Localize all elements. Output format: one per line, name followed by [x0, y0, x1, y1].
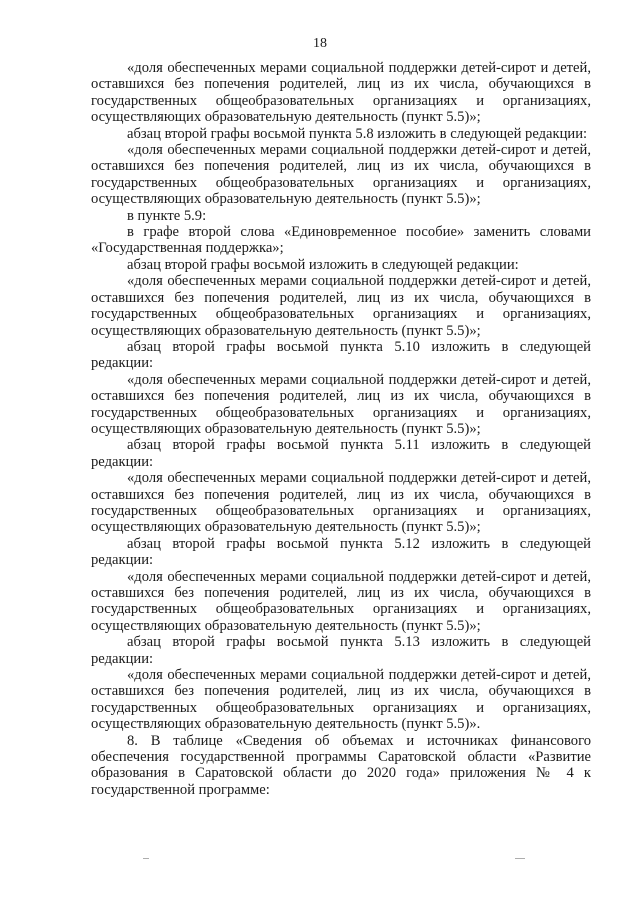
scan-artifact — [515, 858, 525, 859]
instruction-paragraph: абзац второй графы восьмой пункта 5.12 изложить в следующей редакции: — [91, 535, 591, 569]
quote-paragraph: «доля обеспеченных мерами социальной поддержки детей-сирот и детей, оставшихся без попечения родителей, лиц из их числа, обучающихся в государственных общеобразовательных организациях и организациях, осуществляющих образовательную деятельность (пункт 5.5)»; — [91, 470, 591, 536]
instruction-paragraph: в графе второй слова «Единовременное пособие» заменить словами «Государственная поддержка»; — [91, 224, 591, 257]
instruction-paragraph: абзац второй графы восьмой пункта 5.10 изложить в следующей редакции: — [91, 338, 591, 372]
instruction-paragraph: абзац второй графы восьмой пункта 5.8 изложить в следующей редакции: — [127, 125, 588, 142]
scan-artifact — [143, 858, 149, 859]
section-paragraph: 8. В таблице «Сведения об объемах и источниках финансового обеспечения государственной программы Саратовской области «Развитие образования в Саратовской области до 2020 года» приложения № 4 к государственной программе: — [91, 732, 591, 798]
quote-paragraph: «доля обеспеченных мерами социальной поддержки детей-сирот и детей, оставшихся без попечения родителей, лиц из их числа, обучающихся в государственных общеобразовательных организациях и организациях, осуществляющих образовательную деятельность (пункт 5.5)»; — [91, 273, 591, 339]
quote-paragraph: «доля обеспеченных мерами социальной поддержки детей-сирот и детей, оставшихся без попечения родителей, лиц из их числа, обучающихся в государственных общеобразовательных организациях и организациях, осуществляющих образовательную деятельность (пункт 5.5)». — [91, 667, 591, 733]
quote-paragraph: «доля обеспеченных мерами социальной поддержки детей-сирот и детей, оставшихся без попечения родителей, лиц из их числа, обучающихся в государственных общеобразовательных организациях и организациях, осуществляющих образовательную деятельность (пункт 5.5)»; — [91, 60, 591, 126]
document-body — [91, 60, 591, 798]
page-number: 18 — [313, 36, 327, 51]
instruction-paragraph: абзац второй графы восьмой изложить в следующей редакции: — [127, 256, 519, 273]
instruction-paragraph: абзац второй графы восьмой пункта 5.13 изложить в следующей редакции: — [91, 634, 591, 667]
instruction-paragraph: абзац второй графы восьмой пункта 5.11 изложить в следующей редакции: — [91, 437, 591, 470]
quote-paragraph: «доля обеспеченных мерами социальной поддержки детей-сирот и детей, оставшихся без попечения родителей, лиц из их числа, обучающихся в государственных общеобразовательных организациях и организациях, осуществляющих образовательную деятельность (пункт 5.5)»; — [91, 371, 591, 437]
quote-paragraph: «доля обеспеченных мерами социальной поддержки детей-сирот и детей, оставшихся без попечения родителей, лиц из их числа, обучающихся в государственных общеобразовательных организациях и организациях, осуществляющих образовательную деятельность (пункт 5.5)»; — [91, 142, 591, 208]
instruction-paragraph: в пункте 5.9: — [127, 207, 207, 224]
quote-paragraph: «доля обеспеченных мерами социальной поддержки детей-сирот и детей, оставшихся без попечения родителей, лиц из их числа, обучающихся в государственных общеобразовательных организациях и организациях, осуществляющих образовательную деятельность (пункт 5.5)»; — [91, 568, 591, 634]
